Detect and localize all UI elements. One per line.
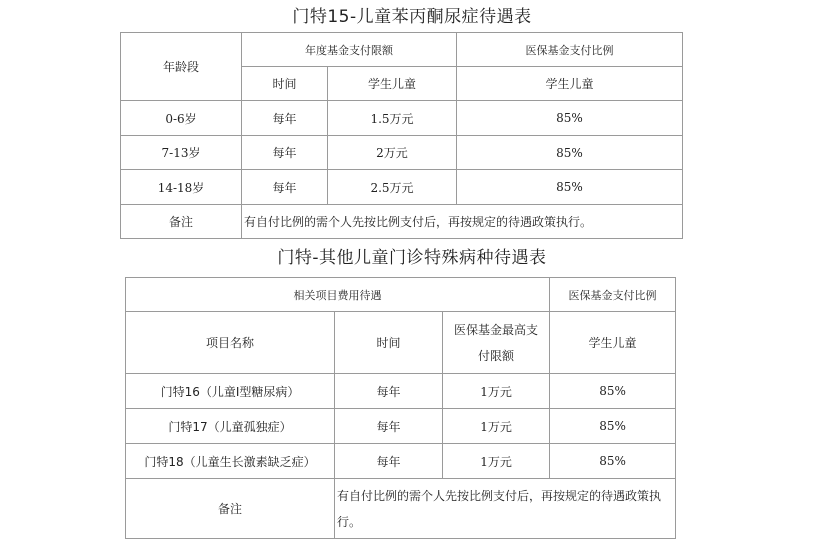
limit-cell: 2.5万元 [328, 170, 457, 205]
ratio-cell: 85% [457, 170, 683, 205]
limit-cell: 1万元 [443, 374, 550, 409]
header-reimburse-ratio: 医保基金支付比例 [550, 278, 676, 312]
header-annual-limit: 年度基金支付限额 [242, 33, 457, 67]
table-row [126, 409, 676, 444]
ratio-cell: 85% [550, 409, 676, 444]
limit-cell: 1万元 [443, 444, 550, 479]
header-age-group: 年龄段 [121, 33, 242, 101]
time-cell: 每年 [242, 101, 328, 136]
limit-cell: 2万元 [328, 136, 457, 170]
note-row [126, 479, 676, 539]
age-cell: 14-18岁 [121, 170, 242, 205]
time-cell: 每年 [335, 444, 443, 479]
ratio-cell: 85% [457, 101, 683, 136]
note-row [121, 205, 683, 239]
ratio-cell: 85% [550, 444, 676, 479]
time-cell: 每年 [335, 409, 443, 444]
header-max-payment: 医保基金最高支付限额 [443, 312, 550, 374]
header-reimburse-ratio: 医保基金支付比例 [457, 33, 683, 67]
time-cell: 每年 [242, 136, 328, 170]
ratio-cell: 85% [457, 136, 683, 170]
table-row [121, 136, 683, 170]
header-student-child-ratio: 学生儿童 [457, 67, 683, 101]
age-cell: 0-6岁 [121, 101, 242, 136]
table-row [126, 444, 676, 479]
item-name-cell: 门特18（儿童生长激素缺乏症） [126, 444, 335, 479]
item-name-cell: 门特17（儿童孤独症） [126, 409, 335, 444]
table-row [121, 101, 683, 136]
header-time: 时间 [335, 312, 443, 374]
table-row [121, 170, 683, 205]
header-item-name: 项目名称 [126, 312, 335, 374]
table1-title: 门特15-儿童苯丙酮尿症待遇表 [292, 7, 532, 27]
item-name-cell: 门特16（儿童Ⅰ型糖尿病） [126, 374, 335, 409]
ratio-cell: 85% [550, 374, 676, 409]
limit-cell: 1万元 [443, 409, 550, 444]
note-text: 有自付比例的需个人先按比例支付后，再按规定的待遇政策执行。 [242, 205, 683, 239]
note-label: 备注 [126, 479, 335, 539]
age-cell: 7-13岁 [121, 136, 242, 170]
header-student-child: 学生儿童 [550, 312, 676, 374]
time-cell: 每年 [242, 170, 328, 205]
table-phenylketonuria-benefits [120, 32, 683, 239]
table-special-disease-benefits [125, 277, 676, 539]
time-cell: 每年 [335, 374, 443, 409]
note-label: 备注 [121, 205, 242, 239]
header-related-items: 相关项目费用待遇 [126, 278, 550, 312]
header-student-child-limit: 学生儿童 [328, 67, 457, 101]
header-time: 时间 [242, 67, 328, 101]
table-row [126, 374, 676, 409]
note-text: 有自付比例的需个人先按比例支付后，再按规定的待遇政策执行。 [335, 479, 676, 539]
limit-cell: 1.5万元 [328, 101, 457, 136]
table2-title: 门特-其他儿童门诊特殊病种待遇表 [277, 248, 547, 268]
